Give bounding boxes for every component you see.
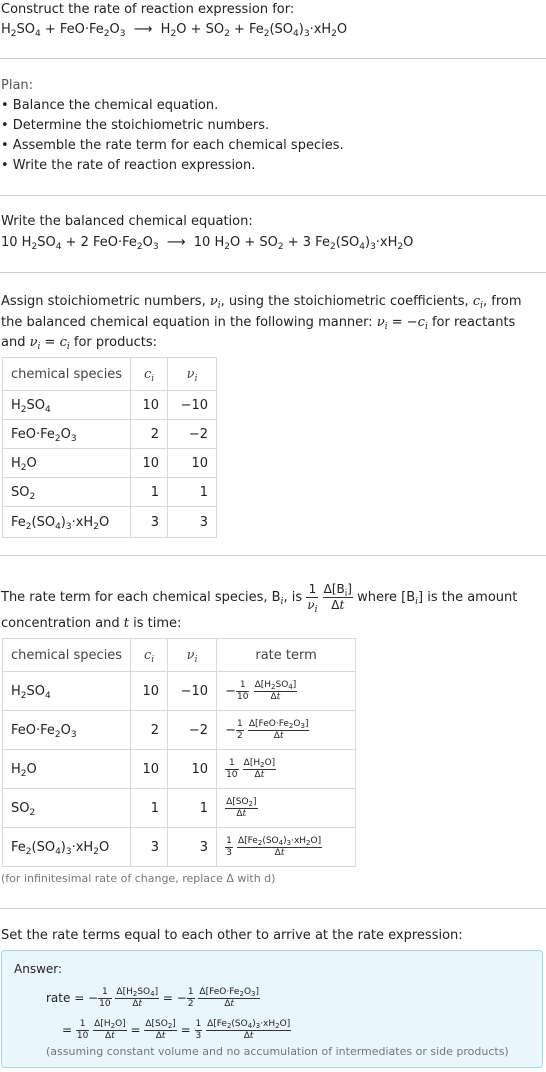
header-rate-term: rate term — [217, 639, 356, 672]
table-row — [3, 507, 217, 538]
header-nu: $\nu_i$ — [168, 639, 217, 672]
c-cell: 1 — [131, 478, 168, 507]
stoich-text: the balanced chemical equation in the following manner: $\nu_i = -c_i$ for reactants — [1, 315, 516, 332]
stoich-text: and $\nu_i = c_i$ for products: — [1, 335, 158, 352]
nu-cell: 10 — [168, 750, 217, 789]
balanced-equation: 10 $H_2SO_4 + 2$ $FeO\cdot Fe_2O_3$ ⟶ 10 $H_2O + SO_2 + 3$ $Fe_2(SO_4)_3\cdot xH_2O$ — [1, 235, 414, 252]
table-row — [3, 750, 356, 789]
nu-cell: −10 — [168, 672, 217, 711]
table-header-row — [3, 358, 217, 391]
c-cell: 10 — [131, 672, 168, 711]
infinitesimal-note: (for infinitesimal rate of change, replace Δ with d) — [1, 872, 276, 885]
answer-label: Answer: — [14, 962, 63, 976]
table-row — [3, 420, 217, 449]
species-cell: $Fe_2(SO_4)_3\cdot xH_2O$ — [3, 507, 131, 538]
plan-step: • Balance the chemical equation. — [1, 98, 219, 113]
divider — [0, 272, 546, 273]
rate-term-definition: $\frac{1}{\nu_i}$ — [307, 582, 318, 615]
rate-term-cell: $\frac{1}{3}$ $\frac{\Delta[Fe_2(SO_4)_3\cdot xH_2O]}{\Delta t}$ — [217, 828, 356, 867]
final-heading: Set the rate terms equal to each other to arrive at the rate expression: — [1, 928, 463, 943]
rate-terms-text: concentration and t is time: — [1, 616, 182, 631]
rate-terms-table — [2, 638, 356, 867]
balanced-heading: Write the balanced chemical equation: — [1, 214, 253, 229]
c-cell: 1 — [131, 789, 168, 828]
stoich-table — [2, 357, 217, 538]
rate-term-cell: − $\frac{1}{10}$ $\frac{\Delta[H_2SO_4]}{\Delta t}$ — [217, 672, 356, 711]
species-cell: $H_2SO_4$ — [3, 391, 131, 420]
answer-footnote: (assuming constant volume and no accumulation of intermediates or side products) — [46, 1045, 509, 1058]
table-row — [3, 478, 217, 507]
nu-cell: −2 — [168, 420, 217, 449]
nu-cell: −2 — [168, 711, 217, 750]
rate-term-cell: $\frac{1}{10}$ $\frac{\Delta[H_2O]}{\Delta t}$ — [217, 750, 356, 789]
c-cell: 10 — [131, 391, 168, 420]
header-c: $c_i$ — [131, 639, 168, 672]
species-cell: $H_2SO_4$ — [3, 672, 131, 711]
header-species: chemical species — [3, 639, 131, 672]
header-c: $c_i$ — [131, 358, 168, 391]
nu-cell: 3 — [168, 507, 217, 538]
species-cell: $H_2O$ — [3, 449, 131, 478]
reaction-equation: $H_2SO_4 + FeO\cdot Fe_2O_3$ ⟶ $H_2O + SO_2 + Fe_2(SO_4)_3\cdot xH_2O$ — [1, 22, 348, 39]
c-cell: 2 — [131, 420, 168, 449]
divider — [0, 908, 546, 909]
rate-term-cell: − $\frac{1}{2}$ $\frac{\Delta[FeO\cdot Fe_2O_3]}{\Delta t}$ — [217, 711, 356, 750]
rate-expression-line-1: rate = − $\frac{1}{10}$ $\frac{\Delta[H_2SO_4]}{\Delta t}$ = − $\frac{1}{2}$ $\frac{\Delta[FeO\cdot Fe_2O_3]}{\Delta t}$ — [46, 987, 260, 1009]
c-cell: 2 — [131, 711, 168, 750]
divider — [0, 555, 546, 556]
species-cell: $Fe_2(SO_4)_3\cdot xH_2O$ — [3, 828, 131, 867]
c-cell: 10 — [131, 449, 168, 478]
divider — [0, 195, 546, 196]
nu-cell: 1 — [168, 478, 217, 507]
intro-prompt: Construct the rate of reaction expression for: — [1, 2, 295, 17]
plan-step: • Assemble the rate term for each chemical species. — [1, 138, 344, 153]
table-row — [3, 391, 217, 420]
nu-cell: 10 — [168, 449, 217, 478]
species-cell: $SO_2$ — [3, 478, 131, 507]
c-cell: 10 — [131, 750, 168, 789]
table-header-row — [3, 639, 356, 672]
plan-heading: Plan: — [1, 78, 34, 93]
stoich-text: Assign stoichiometric numbers, $\nu_i$, using the stoichiometric coefficients, $c_i$, from — [1, 294, 522, 311]
table-row — [3, 789, 356, 828]
rate-term-cell: $\frac{\Delta[SO_2]}{\Delta t}$ — [217, 789, 356, 828]
species-cell: $H_2O$ — [3, 750, 131, 789]
nu-cell: −10 — [168, 391, 217, 420]
species-cell: $SO_2$ — [3, 789, 131, 828]
header-nu: $\nu_i$ — [168, 358, 217, 391]
species-cell: $FeO\cdot Fe_2O_3$ — [3, 711, 131, 750]
c-cell: 3 — [131, 828, 168, 867]
divider — [0, 58, 546, 59]
table-row — [3, 672, 356, 711]
table-row — [3, 711, 356, 750]
nu-cell: 3 — [168, 828, 217, 867]
answer-box — [1, 950, 543, 1068]
plan-step: • Write the rate of reaction expression. — [1, 158, 256, 173]
rate-terms-text: The rate term for each chemical species, $B_i$, is $\frac{1}{\nu_i}$ $\frac{\Delta[B_i]}{\Delta t}$ where $[B_i]$ is the amount — [1, 582, 518, 615]
header-species: chemical species — [3, 358, 131, 391]
rate-expression-line-2: = $\frac{1}{10}$ $\frac{\Delta[H_2O]}{\Delta t}$ = $\frac{\Delta[SO_2]}{\Delta t}$ = $\frac{1}{3}$ $\frac{\Delta[Fe_2(SO_4)_3\cdot xH_2O]}{\Delta t}$ — [62, 1019, 291, 1041]
nu-cell: 1 — [168, 789, 217, 828]
species-cell: $FeO\cdot Fe_2O_3$ — [3, 420, 131, 449]
plan-step: • Determine the stoichiometric numbers. — [1, 118, 270, 133]
c-cell: 3 — [131, 507, 168, 538]
table-row — [3, 449, 217, 478]
table-row — [3, 828, 356, 867]
